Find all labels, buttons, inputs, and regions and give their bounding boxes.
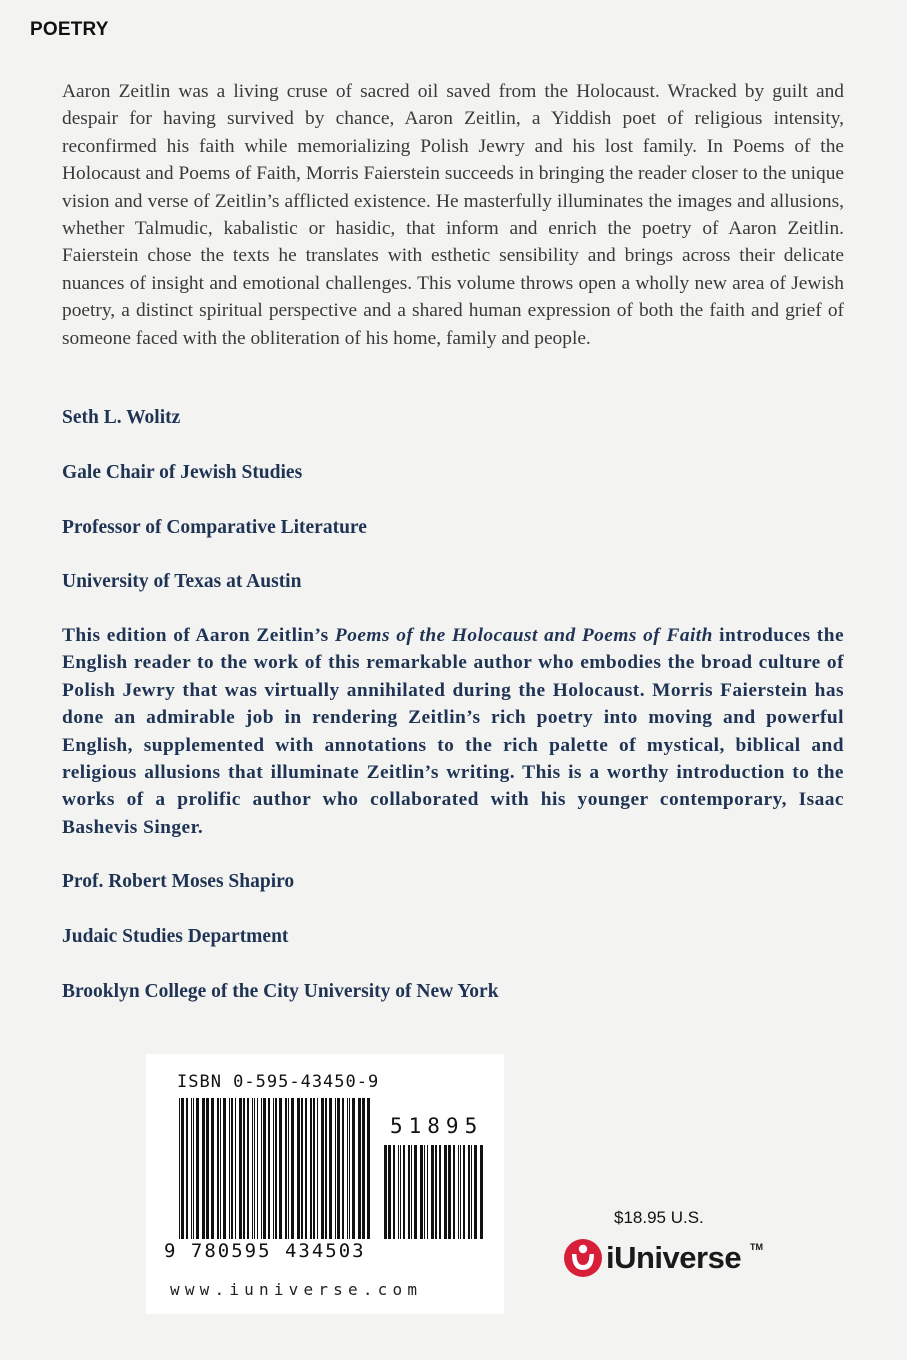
barcode-bar — [463, 1145, 465, 1239]
barcode-bar — [297, 1098, 300, 1239]
barcode-bar — [305, 1098, 307, 1239]
barcode-bar — [347, 1098, 348, 1239]
barcode-bar — [257, 1098, 258, 1239]
barcode-bar — [288, 1098, 289, 1239]
barcode-bar — [321, 1098, 324, 1239]
barcode-bar — [301, 1098, 303, 1239]
barcode-bar — [254, 1098, 255, 1239]
barcode-bar — [291, 1098, 294, 1239]
barcode-bar — [325, 1098, 327, 1239]
barcode-panel — [146, 1054, 504, 1314]
barcode-bar — [275, 1098, 277, 1239]
barcode-bar — [435, 1145, 437, 1239]
endorser-institution: Brooklyn College of the City University of New York — [62, 981, 499, 1002]
publisher-name: iUniverse — [606, 1240, 742, 1275]
blurb-text: introduces the English reader to the work of this remarkable author who embodies the broad culture of Polish Jewry that was virtually annihilated during the Holocaust. Morris Faierstein has done an admirable job in rendering Zeitlin’s rich poetry into moving and powerful English, supplemented with annotations to the rich palette of mystical, biblical and religious allusions that illuminate Zeitlin’s writing. This is a worthy introduction to the works of a prolific author who collaborated with his younger contemporary, Isaac Bashevis Singer. — [62, 625, 845, 838]
barcode-bar — [448, 1145, 451, 1239]
barcode-bar — [252, 1098, 253, 1239]
barcode-bar — [398, 1145, 399, 1239]
price-addon-barcode — [384, 1145, 484, 1239]
endorsement-blurb — [62, 622, 844, 841]
endorser-title: Gale Chair of Jewish Studies — [62, 462, 303, 483]
barcode-bar — [206, 1098, 209, 1239]
barcode-bar — [179, 1098, 180, 1239]
barcode-bar — [211, 1098, 214, 1239]
barcode-bar — [220, 1098, 221, 1239]
price-addon-number: 51895 — [390, 1114, 484, 1138]
barcode-bar — [239, 1098, 242, 1239]
barcode-bar — [310, 1098, 312, 1239]
barcode-bar — [186, 1098, 188, 1239]
barcode-bar — [393, 1145, 395, 1239]
barcode-bar — [474, 1145, 477, 1239]
barcode-bar — [317, 1098, 318, 1239]
ean-number: 9 780595 434503 — [164, 1240, 366, 1262]
barcode-bar — [231, 1098, 233, 1239]
endorser-institution: University of Texas at Austin — [62, 571, 302, 592]
barcode-bar — [349, 1098, 350, 1239]
barcode-bar — [358, 1098, 361, 1239]
barcode-bar — [388, 1145, 391, 1239]
book-description: Aaron Zeitlin was a living cruse of sacred oil saved from the Holocaust. Wracked by guilt and despair for having survived by chance, Aaron Zeitlin, a Yiddish poet of religious intensity, reconfirmed his faith while memorializing Polish Jewry and his lost family. In Poems of the Holocaust and Poems of Faith, Morris Faierstein succeeds in bringing the reader closer to the unique vision and verse of Zeitlin’s afflicted existence. He masterfully illuminates the images and allusions, whether Talmudic, kabalistic or hasidic, that inform and enrich the poetry of Aaron Zeitlin. Faierstein chose the texts he translates with esthetic sensibility and brings across their delicate nuances of insight and emotional challenges. This volume throws open a wholly new area of Jewish poetry, a distinct spiritual perspective and a shared human expression of both the faith and grief of someone faced with the obliteration of his home, family and people. — [62, 81, 844, 349]
barcode-bar — [468, 1145, 470, 1239]
barcode-bar — [243, 1098, 245, 1239]
blurb-intro: This edition of Aaron Zeitlin’s — [62, 625, 335, 646]
barcode-bar — [414, 1145, 417, 1239]
barcode-bar — [273, 1098, 274, 1239]
barcode-bar — [362, 1098, 365, 1239]
barcode-bar — [384, 1145, 387, 1239]
barcode-bar — [247, 1098, 249, 1239]
barcode-bar — [480, 1145, 483, 1239]
barcode-bar — [420, 1145, 423, 1239]
barcode-bar — [439, 1145, 441, 1239]
barcode-bar — [424, 1145, 425, 1239]
iuniverse-logo-icon — [563, 1238, 603, 1278]
barcode-bar — [335, 1098, 336, 1239]
barcode-bar — [261, 1098, 262, 1239]
barcode-bar — [268, 1098, 270, 1239]
barcode-bar — [411, 1145, 412, 1239]
barcode-bar — [263, 1098, 266, 1239]
barcode-bar — [403, 1145, 405, 1239]
barcode-bar — [342, 1098, 344, 1239]
barcode-bar — [444, 1145, 447, 1239]
barcode-bar — [352, 1098, 355, 1239]
barcode-bar — [229, 1098, 230, 1239]
barcode-bar — [202, 1098, 205, 1239]
barcode-bar — [196, 1098, 199, 1239]
barcode-bar — [337, 1098, 340, 1239]
barcode-bar — [408, 1145, 410, 1239]
barcode-bar — [235, 1098, 236, 1239]
endorser-name: Prof. Robert Moses Shapiro — [62, 871, 295, 892]
barcode-bar — [181, 1098, 184, 1239]
barcode-bar — [431, 1145, 434, 1239]
barcode-bar — [400, 1145, 401, 1239]
barcode-bar — [367, 1098, 370, 1239]
endorser-name: Seth L. Wolitz — [62, 407, 181, 428]
barcode-bar — [191, 1098, 192, 1239]
barcode-bar — [313, 1098, 315, 1239]
blurb-book-title: Poems of the Holocaust and Poems of Faith — [334, 625, 713, 646]
barcode-bar — [458, 1145, 459, 1239]
barcode-bar — [460, 1145, 461, 1239]
barcode-bar — [223, 1098, 226, 1239]
barcode-bar — [471, 1145, 472, 1239]
barcode-bar — [453, 1145, 455, 1239]
website-url: www.iuniverse.com — [170, 1280, 423, 1299]
isbn-barcode — [179, 1098, 375, 1239]
barcode-bar — [285, 1098, 287, 1239]
isbn-number: ISBN 0-595-43450-9 — [177, 1072, 380, 1092]
endorser-title: Professor of Comparative Literature — [62, 517, 367, 538]
endorser-department: Judaic Studies Department — [62, 926, 289, 947]
publisher-logo — [563, 1238, 773, 1282]
barcode-bar — [217, 1098, 219, 1239]
price: $18.95 U.S. — [614, 1208, 704, 1227]
category-label: POETRY — [30, 19, 109, 40]
barcode-bar — [279, 1098, 282, 1239]
barcode-bar — [427, 1145, 428, 1239]
barcode-bar — [193, 1098, 194, 1239]
trademark-symbol: TM — [750, 1242, 763, 1252]
barcode-bar — [329, 1098, 332, 1239]
